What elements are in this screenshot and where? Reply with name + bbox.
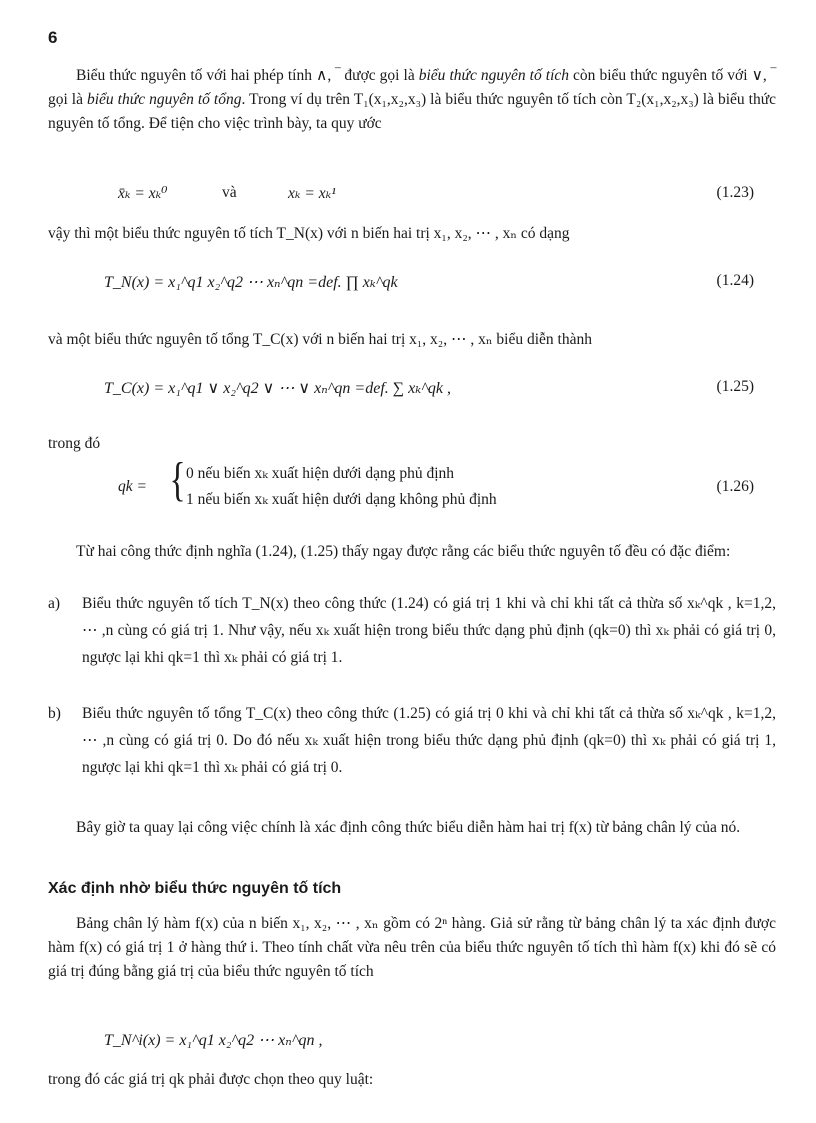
equation-product-term: T_N^i(x) = x₁^q1 x₂^q2 ⋯ xₙ^qn , — [104, 1032, 323, 1049]
equation-number-1-25: (1.25) — [716, 378, 754, 395]
paragraph-where: trong đó — [48, 435, 101, 452]
list-item-text: Biểu thức nguyên tố tổng T_C(x) theo công thức (1.25) có giá trị 0 khi và chỉ khi tất cả thừa số xₖ^qk , k=1,2, ⋯ ,n cùng có giá trị 0. Do đó nếu xₖ xuất hiện trong biểu thức dạng phủ định (qk=0) thì xₖ phải có giá trị 1, ngược lại khi qk=1 thì xₖ phải có giá trị 0. — [82, 705, 776, 776]
brace-symbol: { — [169, 453, 186, 506]
list-item-label: a) — [48, 595, 61, 612]
list-item-text: Biểu thức nguyên tố tích T_N(x) theo công thức (1.24) có giá trị 1 khi và chỉ khi tất cả thừa số xₖ^qk , k=1,2, ⋯ ,n cùng có giá trị 1. Như vậy, nếu xₖ xuất hiện trong biểu thức dạng phủ định (qk=0) thì xₖ phải có giá trị 0, ngược lại khi qk=1 thì xₖ phải có giá trị 1. — [82, 595, 776, 666]
equation-1-25: T_C(x) = x₁^q1 ∨ x₂^q2 ∨ ⋯ ∨ xₙ^qn =def. ∑ xₖ^qk , — [104, 380, 451, 397]
paragraph-sum-intro: và một biểu thức nguyên tố tổng T_C(x) với n biến hai trị x₁, x₂, ⋯ , xₙ biểu diễn thành — [48, 331, 592, 348]
list-item-a — [48, 590, 776, 671]
paragraph-rule: trong đó các giá trị qk phải được chọn theo quy luật: — [48, 1071, 374, 1088]
paragraph-properties: Từ hai công thức định nghĩa (1.24), (1.25) thấy ngay được rằng các biểu thức nguyên tố đều có đặc điểm: — [76, 543, 731, 560]
equation-1-26-case-0: 0 nếu biến xₖ xuất hiện dưới dạng phủ định — [186, 465, 455, 482]
paragraph-back-to-task: Bây giờ ta quay lại công việc chính là xác định công thức biểu diễn hàm hai trị f(x) từ bảng chân lý của nó. — [76, 819, 741, 836]
equation-1-23-left: x̄ₖ = xₖ⁰ — [118, 185, 168, 202]
equation-1-23-right: xₖ = xₖ¹ — [288, 185, 336, 202]
equation-number-1-24: (1.24) — [716, 272, 754, 289]
paragraph-product-intro: vậy thì một biểu thức nguyên tố tích T_N(x) với n biến hai trị x₁, x₂, ⋯ , xₙ có dạng — [48, 225, 570, 242]
list-item-label: b) — [48, 705, 61, 722]
paragraph-intro: Biểu thức nguyên tố với hai phép tính ∧, ‾ được gọi là biểu thức nguyên tố tích còn biểu thức nguyên tố với ∨, ‾ gọi là biểu thức nguyên tố tổng. Trong ví dụ trên T₁(x₁,x₂,x₃) là biểu thức nguyên tố tích còn T₂(x₁,x₂,x₃) là biểu thức nguyên tố tổng. Để tiện cho việc trình bày, ta quy ước — [48, 67, 776, 132]
equation-number-1-23: (1.23) — [716, 184, 754, 201]
equation-1-24: T_N(x) = x₁^q1 x₂^q2 ⋯ xₙ^qn =def. ∏ xₖ^qk — [104, 274, 398, 291]
list-item-b — [48, 700, 776, 781]
paragraph-truth-table: Bảng chân lý hàm f(x) của n biến x₁, x₂, ⋯ , xₙ gồm có 2ⁿ hàng. Giả sử rằng từ bảng chân lý ta xác định được hàm f(x) có giá trị 1 ở hàng thứ i. Theo tính chất vừa nêu trên của biểu thức nguyên tố tích thì hàm f(x) khi đó sẽ có giá trị đúng bằng giá trị của biểu thức nguyên tố tích — [48, 915, 776, 980]
equation-1-26-lhs: qk = — [118, 478, 147, 495]
section-heading: Xác định nhờ biểu thức nguyên tố tích — [48, 880, 342, 897]
equation-1-23-and: và — [222, 184, 237, 201]
page-number: 6 — [48, 28, 58, 47]
equation-1-26-case-1: 1 nếu biến xₖ xuất hiện dưới dạng không phủ định — [186, 491, 497, 508]
equation-number-1-26: (1.26) — [716, 478, 754, 495]
